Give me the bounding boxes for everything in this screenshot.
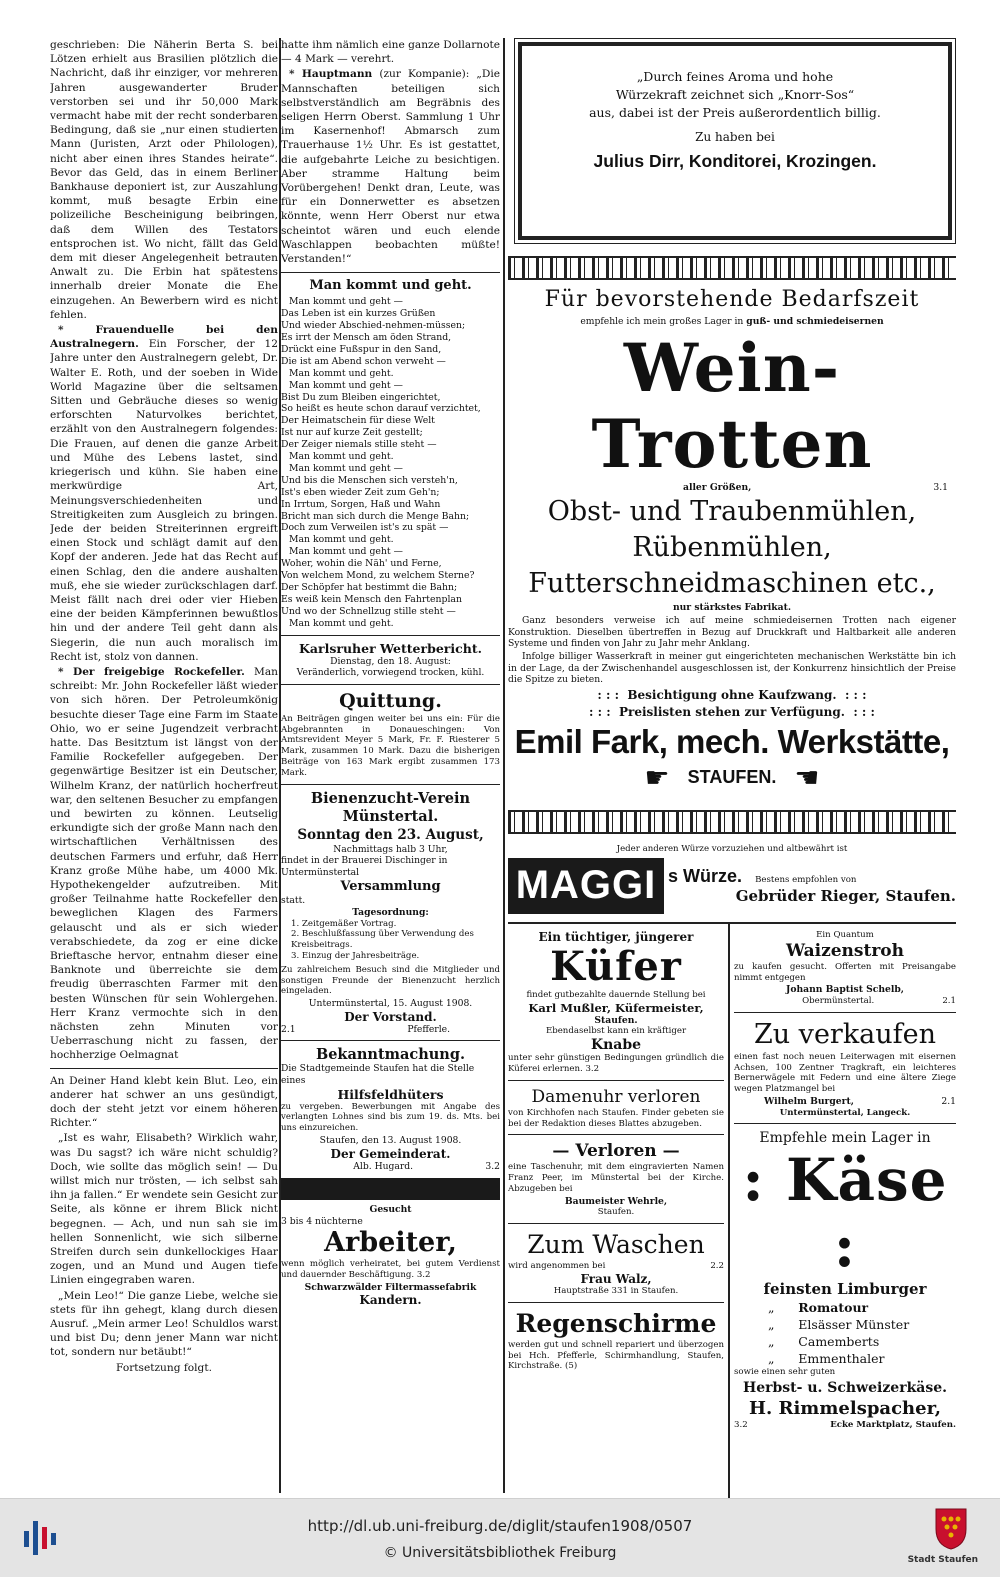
regenschirme-title: Regenschirme xyxy=(515,1308,717,1338)
verkaufen-text: einen fast noch neuen Leiterwagen mit eisernen Achsen, 100 Zentner Tragkraft, ein leichteres Bernerwägele mit Federn und eine ältere Ziege wegen Platzmangel bei xyxy=(734,1051,956,1095)
fark-city: STAUFEN. xyxy=(687,767,777,788)
bek-date: Staufen, den 13. August 1908. xyxy=(319,1134,462,1146)
fark-line2: empfehle ich mein großes Lager in guß- und schmiedeisernen xyxy=(580,316,884,327)
weizen-title: Waizenstroh xyxy=(786,940,904,961)
fark-line8: : : : Besichtigung ohne Kaufzwang. : : : xyxy=(597,687,867,702)
ad-number: 3.2 xyxy=(734,1420,748,1431)
black-rule xyxy=(281,1178,500,1200)
waschen-title: Zum Waschen xyxy=(527,1230,705,1260)
kuefer-line4: unter sehr günstigen Bedingungen gründlich die Küferei erlernen. 3.2 xyxy=(508,1053,724,1074)
bee-club-title: Bienenzucht-Verein Münstertal. xyxy=(310,789,471,825)
poem-line: Man kommt und geht — xyxy=(289,462,403,474)
poem-line: Man kommt und geht. xyxy=(289,534,394,546)
fark-line5: Rübenmühlen, xyxy=(632,531,832,563)
gesucht-label: Gesucht xyxy=(369,1204,412,1216)
article-headline: * Der freigebige Rockefeller. xyxy=(58,665,245,678)
poem-line: Und wieder Abschied-nehmen-müssen; xyxy=(281,320,466,332)
fark-sizes: aller Größen, xyxy=(683,482,752,493)
poem-line: Man kommt und geht — xyxy=(289,546,403,558)
kaese-line4: Herbst- u. Schweizerkäse. xyxy=(742,1380,948,1397)
knorr-line2: Würzekraft zeichnet sich „Knorr-Sos“ xyxy=(615,87,855,102)
article-text: Ein Forscher, der 12 Jahre unter den Australnegern gelebt, Dr. Walter E. Roth, und der soeben in Wide World Magazine über die seltsamen Sitten und Gebräuche dieses so wenig erforschten Naturvolkes berichtet, erzählt von den Australnegern folgendes: Die Frauen, auf denen die ganze Arbeit und Mühe des Lebens lastet, sind kriegerisch und kühn. Sie haben eine merkwürdige Art, Meinungsverschiedenheiten und Streitigkeiten zum Ausgleich zu bringen. Jede der beiden Streiterinnen ergreift einen Stock und schlägt damit auf den Kopf der anderen. Jede hat das Recht auf einen Schlag, den die andere aushalten muß, ehe sie wieder zurückschlagen darf. Meist fällt nach drei oder vier Hieben eine der beiden Kämpferinnen bewußtlos hin und der andere Teil geht dann als Siegerin, die nun auch moralisch im Recht ist, stolz von dannen. xyxy=(50,338,278,663)
kuefer-line3: Ebendaselbst kann ein kräftiger xyxy=(545,1026,687,1037)
uhr-text: von Kirchhofen nach Staufen. Finder gebeten sie bei der Redaktion dieses Blattes abzugeben. xyxy=(508,1107,724,1129)
poem-line: Der Schöpfer hat bestimmt die Bahn; xyxy=(281,582,458,593)
weather-date: Dienstag, den 18. August: xyxy=(330,655,451,667)
maggi-top: Jeder anderen Würze vorzuziehen und altbewährt ist xyxy=(616,844,848,854)
divider xyxy=(281,684,500,685)
kaese-item: „ Camemberts xyxy=(764,1334,880,1350)
poem xyxy=(281,296,500,629)
weizen-line2: zu kaufen gesucht. Offerten mit Preisangabe nimmt entgegen xyxy=(734,961,956,983)
fark-line7: nur stärkstes Fabrikat. xyxy=(672,601,792,613)
pointing-hand-right-icon: ☛ xyxy=(644,760,670,794)
bee-place: findet in der Brauerei Dischinger in Untermünstertal xyxy=(281,855,448,878)
poem-line: Von welchem Mond, zu welchem Sterne? xyxy=(281,570,475,582)
weizen-city: Obermünstertal. xyxy=(802,995,875,1006)
bee-agenda-item: 1. Zeitgemäßer Vortrag. xyxy=(291,918,397,929)
stadt-staufen-crest-icon[interactable] xyxy=(934,1507,968,1551)
bek-signature: Der Gemeinderat. xyxy=(330,1146,451,1161)
article-text: Man schreibt: Mr. John Rockefeller läßt wieder von sich hören. Der Petroleumkönig besuchte dieser Tage eine Farm im Staate Ohio, wo er seine Jugendzeit verbracht hatte. Das Besitztum ist längst von der Familie Rockefeller aufgegeben. Der gegenwärtige Besitzer ist ein Deutscher, Wilhelm Kranz, der natürlich hocherfreut war, den seltenen Besucher zu empfangen und bewirten zu können. Leutselig erkundigte sich der große Mann nach den wirtschaftlichen Verhältnissen des deutschen Farmers und erfuhr, daß Herr Kranz große Mühe habe, um 4000 Mk. Hypothekengelder aufzutreiben. Mit großer Teilnahme hatte Rockefeller den beweglichen Klagen des Farmers gelauscht und als er sich wieder verabschiedete, da zog er eine dicke Brieftasche hervor, entnahm dieser eine Banknote und überreichte sie dem freudig überraschten Farmer mit den besten Wünschen für sein Wohlergehen. Herr Kranz vermochte sich in den nächsten zehn Minuten vor Ueberraschung nicht zu fassen, der hochherzige Oelmagnat xyxy=(50,665,278,1062)
maggi-ad xyxy=(508,844,956,914)
kaese-line2: feinsten Limburger xyxy=(763,1280,927,1299)
knorr-ad xyxy=(518,42,952,240)
divider xyxy=(508,1302,724,1303)
page-url[interactable]: http://dl.ub.uni-freiburg.de/diglit/staufen1908/0507 xyxy=(307,1517,693,1535)
ad-number: 3.2 xyxy=(485,1160,500,1172)
kaese-item: „ Elsässer Münster xyxy=(764,1317,910,1333)
article-hauptmann xyxy=(281,67,500,266)
poem-line: In Irrtum, Sorgen, Haß und Wahn xyxy=(281,498,441,510)
divider xyxy=(281,1040,500,1041)
divider xyxy=(508,1134,724,1135)
bek-text: Die Stadtgemeinde Staufen hat die Stelle eines xyxy=(281,1063,475,1086)
serial-paragraph: „Mein Leo!“ Die ganze Liebe, welche sie stets für ihn gehegt, klang durch diesen Ausruf. „Mein armer Leo! Schuldlos warst und bist Du; denn jener Mann war nicht tot, sondern nur betäubt!“ xyxy=(50,1289,278,1359)
poem-line: Ist's eben wieder Zeit zum Geh'n; xyxy=(281,486,440,498)
arbeiter-pre: 3 bis 4 nüchterne xyxy=(281,1215,363,1227)
viewer-footer xyxy=(0,1498,1000,1577)
poem-line: Bist Du zum Bleiben eingerichtet, xyxy=(281,391,441,403)
article-continuation: hatte ihm nämlich eine ganze Dollarnote — 4 Mark — verehrt. xyxy=(281,39,500,66)
poem-line: Man kommt und geht. xyxy=(289,451,394,463)
arbeiter-text: wenn möglich verheiratet, bei gutem Verdienst und dauernder Beschäftigung. 3.2 xyxy=(281,1259,500,1281)
divider xyxy=(50,1068,278,1069)
kuefer-line2: findet gutbezahlte dauernde Stellung bei xyxy=(526,990,706,1000)
verkaufen-title: Zu verkaufen xyxy=(753,1018,937,1050)
fark-paragraph: Ganz besonders verweise ich auf meine schmiedeisernen Trotten nach eigener Konstruktion. Dieselben übertreffen in Bezug auf Druckkraft und Haltbarkeit alle anderen Systeme und finden von Jahr zu Jahr mehr Anklang. xyxy=(508,615,956,650)
fark-headline: Wein-Trotten xyxy=(591,329,873,483)
ornament-border-top xyxy=(508,256,956,280)
poem-line: Der Zeiger niemals stille steht — xyxy=(281,439,437,451)
fark-paragraph: Infolge billiger Wasserkraft in meiner gut eingerichteten mechanischen Werkstätte bin ich in der Lage, da der Zwischenhandel ausgeschlossen ist, der Konkurrenz hinsichtlich der Preise die Spitze zu bieten. xyxy=(508,650,956,686)
verkaufen-city: Untermünstertal, Langeck. xyxy=(779,1107,911,1118)
fark-line6: Futterschneidmaschinen etc., xyxy=(528,567,936,599)
kaese-items xyxy=(734,1299,956,1367)
poem-line: Und wo der Schnellzug stille steht — xyxy=(281,605,456,617)
divider xyxy=(281,635,500,636)
knorr-line3: aus, dabei ist der Preis außerordentlich billig. xyxy=(589,105,881,120)
ornament-border-bottom xyxy=(508,810,956,834)
divider xyxy=(508,922,956,924)
maggi-wuerze: s Würze. xyxy=(668,866,743,887)
ad-column-rule xyxy=(728,924,730,1498)
serial-paragraph: „Ist es wahr, Elisabeth? Wirklich wahr, was Du sagst? ich wäre nicht schuldig? Doch, wie sollte das möglich sein! — Du willst mich nur trösten, — ich selbst sah ihn ja fallen.“ Er wendete sein Gesicht zur Seite, als könne er ihrem Blick nicht begegnen. — Ach, und nun sah sie im hellen Sonnenlicht, wie sich silberne Streifen durch sein dunkellockiges Haar zogen, und an Mund und Augen tiefe Linien eingegraben waren. xyxy=(50,1132,278,1287)
ad-number: 2.1 xyxy=(281,1023,296,1035)
kuefer-title: Küfer xyxy=(550,943,682,990)
bee-signer: Pfefferle. xyxy=(407,1023,450,1035)
maggi-tail: Bestens empfohlen von xyxy=(755,875,857,886)
poem-title: Man kommt und geht. xyxy=(309,278,472,294)
fark-line9: : : : Preislisten stehen zur Verfügung. : : : xyxy=(589,704,875,719)
weizen-line1: Ein Quantum xyxy=(816,930,874,940)
bee-time: Nachmittags halb 3 Uhr, xyxy=(333,843,448,855)
divider xyxy=(734,1123,956,1124)
column-rule xyxy=(503,38,505,1493)
bee-sig-place: Untermünstertal, 15. August 1908. xyxy=(308,998,473,1010)
bee-date: Sonntag den 23. August, xyxy=(297,826,484,843)
copyright: © Universitätsbibliothek Freiburg xyxy=(383,1545,617,1561)
verloren-text: eine Taschenuhr, mit dem eingravierten Namen Franz Peer, im Münstertal bei der Kirche. Abzugeben bei xyxy=(508,1162,724,1194)
bek-title: Bekanntmachung. xyxy=(315,1046,466,1064)
weather-forecast: Veränderlich, vorwiegend trocken, kühl. xyxy=(296,667,485,679)
poem-line: Ist nur auf kurze Zeit gestellt; xyxy=(281,427,423,439)
poem-line: Es irrt der Mensch am öden Strand, xyxy=(281,331,452,343)
uhr-title: Damenuhr verloren xyxy=(531,1086,701,1107)
article-rockefeller xyxy=(50,665,278,1063)
fark-line4: Obst- und Traubenmühlen, xyxy=(547,495,917,527)
waschen-name: Frau Walz, xyxy=(580,1271,652,1286)
waschen-line1: wird angenommen bei xyxy=(508,1261,606,1272)
continuation-note: Fortsetzung folgt. xyxy=(116,1361,212,1374)
divider xyxy=(734,1012,956,1013)
article-inheritance: geschrieben: Die Näherin Berta S. bei Lötzen erhielt aus Brasilien plötzlich die Nachricht, daß ihr einziger, vor mehreren Jahren ausgewanderter Bruder verstorben sei und ihr 50,000 Mark vermacht habe mit der recht sonderbaren Bedingung, daß sie „nur einen studierten Mann (Juristen, Arzt oder Philologen), nicht aber einen ihres Standes heirate“. Bevor das Geld, das in einem Berliner Bankhause deponiert ist, zur Auszahlung kommt, muß besagte Erbin eine polizeiliche Bescheinigung beibringen, daß dem Willen des Testators entsprochen ist. Wo nicht, fällt das Geld dem mit dieser Angelegenheit betrauten Anwalt zu. Die Erbin hat spätestens innerhalb dreier Monate die Ehe einzugehen. An Bewerbern wird es nicht fehlen. xyxy=(50,39,278,321)
serial-paragraph: An Deiner Hand klebt kein Blut. Leo, ein anderer hat schwer an uns gesündigt, doch der steht jetzt vor einem höheren Richter.“ xyxy=(50,1074,278,1130)
knorr-line1: „Durch feines Aroma und hohe xyxy=(636,69,834,84)
article-australia xyxy=(50,323,278,664)
arbeiter-title: Arbeiter, xyxy=(324,1227,457,1259)
poem-line: Man kommt und geht. xyxy=(289,367,394,379)
poem-line: Das Leben ist ein kurzes Grüßen xyxy=(281,308,436,320)
kaese-line1: Empfehle mein Lager in xyxy=(759,1130,931,1147)
bee-agenda-title: Tagesordnung: xyxy=(352,906,429,918)
fark-ad xyxy=(508,286,956,793)
bee-event: Versammlung xyxy=(340,879,441,895)
poem-line: Und bis die Menschen sich versteh'n, xyxy=(281,474,458,486)
poem-line: Die ist am Abend schon verweht — xyxy=(281,355,446,367)
poem-line: Man kommt und geht. xyxy=(289,617,394,629)
bee-invite: Zu zahlreichem Besuch sind die Mitglieder und sonstigen Freunde der Bienenzucht herzlich eingeladen. xyxy=(281,964,500,997)
poem-line: Drückt eine Fußspur in den Sand, xyxy=(281,343,442,355)
bee-agenda-item: 2. Beschlußfassung über Verwendung des Kreisbeitrags. xyxy=(291,929,474,951)
kaese-line3: sowie einen sehr guten xyxy=(734,1367,836,1378)
poem-line: Der Heimatschein für diese Welt xyxy=(281,415,435,427)
divider xyxy=(281,272,500,273)
bee-statt: statt. xyxy=(281,895,306,907)
fark-line1: Für bevorstehende Bedarfszeit xyxy=(544,287,920,312)
article-headline: * Hauptmann xyxy=(289,68,373,81)
poem-line: Es weiß kein Mensch den Fahrtenplan xyxy=(281,593,462,605)
kuefer-knabe: Knabe xyxy=(590,1037,642,1054)
kaese-title: : Käse : xyxy=(742,1146,948,1281)
small-ads-left xyxy=(508,930,724,1373)
kaese-item: „ Romatour xyxy=(764,1300,869,1316)
maggi-seller: Gebrüder Rieger, Staufen. xyxy=(735,887,956,906)
weizen-name: Johann Baptist Schelb, xyxy=(785,984,905,996)
arbeiter-city: Kandern. xyxy=(359,1293,422,1308)
column-2 xyxy=(281,38,500,1493)
poem-line: Bricht man sich durch die Menge Bahn; xyxy=(281,510,470,522)
bee-signature: Der Vorstand. xyxy=(344,1009,437,1024)
divider xyxy=(508,1223,724,1224)
regenschirme-text: werden gut und schnell repariert und überzogen bei Hch. Pfefferle, Schirmhandlung, Staufen, Kirchstraße. (5) xyxy=(508,1339,724,1372)
kuefer-line1: Ein tüchtiger, jüngerer xyxy=(538,930,694,944)
maggi-logo: MAGGI xyxy=(508,858,664,914)
poem-line: So heißt es heute schon darauf verzichtet, xyxy=(281,403,481,415)
bek-signer: Alb. Hugard. xyxy=(353,1160,414,1172)
article-text: (zur Kompanie): „Die Mannschaften beteiligen sich selbstverständlich am Begräbnis des seligen Herrn Oberst. Sammlung 1 Uhr im Kasernenhof! Abmarsch zum Trauerhause 1½ Uhr. Es ist gestattet, die aufgebahrte Leiche zu besichtigen. Aber stramme Haltung beim Vorübergehen! Denkt dran, Leute, was für ein Donnerwetter es absetzen könnte, wenn Herr Oberst nur etwa scheintot wären und euch elende Waschlappen beobachten müßte! Verstanden!“ xyxy=(281,68,500,266)
poem-line: Woher, wohin die Näh' und Ferne, xyxy=(281,558,442,570)
fark-company: Emil Fark, mech. Werkstätte, xyxy=(514,722,950,760)
bee-agenda-item: 3. Einzug der Jahresbeiträge. xyxy=(291,950,420,961)
poem-line: Man kommt und geht — xyxy=(289,379,403,391)
divider xyxy=(281,784,500,785)
kaese-address: Ecke Marktplatz, Staufen. xyxy=(830,1420,956,1431)
ad-number: (5) xyxy=(565,1361,578,1372)
verloren-name: Baumeister Wehrle, xyxy=(564,1195,668,1207)
ad-number: 2.1 xyxy=(942,995,956,1006)
ad-number: 3.2 xyxy=(585,1063,600,1074)
quittung-text: An Beiträgen gingen weiter bei uns ein: Für die Abgebrannten in Donaueschingen: Von Amtsrevident Meyer 5 Mark, Fr. F. Riesterer 5 Mark, zusammen 10 Mark. Dazu die bisherigen Beiträge von 163 Mark ergibt zusammen 173 Mark. xyxy=(281,713,500,778)
poem-line: Doch zum Verweilen ist's zu spät — xyxy=(281,522,449,534)
column-1 xyxy=(50,38,278,1493)
small-ads-right xyxy=(734,930,956,1431)
waschen-address: Hauptstraße 331 in Staufen. xyxy=(553,1285,679,1296)
knorr-line4: Zu haben bei xyxy=(695,130,775,144)
arbeiter-company: Schwarzwälder Filtermassefabrik xyxy=(304,1281,477,1293)
kuefer-city: Staufen. xyxy=(594,1014,638,1026)
knorr-seller: Julius Dirr, Konditorei, Krozingen. xyxy=(593,151,877,171)
bek-text2: zu vergeben. Bewerbungen mit Angabe des verlangten Lohnes sind bis zum 19. ds. Mts. bei uns einzureichen. xyxy=(281,1101,500,1134)
verloren-title: — Verloren — xyxy=(552,1141,680,1162)
ad-number: 3.1 xyxy=(933,482,948,493)
quittung-title: Quittung. xyxy=(339,689,442,712)
kaese-item: „ Emmenthaler xyxy=(764,1351,885,1367)
ad-number: 2.1 xyxy=(941,1095,956,1107)
bek-role: Hilfsfeldhüters xyxy=(337,1086,444,1102)
kuefer-name: Karl Mußler, Küfermeister, xyxy=(528,1000,704,1015)
weather-title: Karlsruher Wetterbericht. xyxy=(299,640,482,656)
article-headline: * Frauenduelle bei den Australnegern. xyxy=(50,324,278,351)
verkaufen-name: Wilhelm Burgert, xyxy=(764,1095,854,1107)
pointing-hand-left-icon: ☚ xyxy=(794,760,820,794)
ad-number: 2.2 xyxy=(710,1261,724,1272)
divider xyxy=(508,1080,724,1081)
verloren-city: Staufen. xyxy=(597,1207,635,1218)
poem-line: Man kommt und geht — xyxy=(289,296,403,308)
ad-number: 3.2 xyxy=(416,1270,431,1281)
crest-label: Stadt Staufen xyxy=(907,1555,978,1565)
kaese-seller: H. Rimmelspacher, xyxy=(748,1398,942,1420)
